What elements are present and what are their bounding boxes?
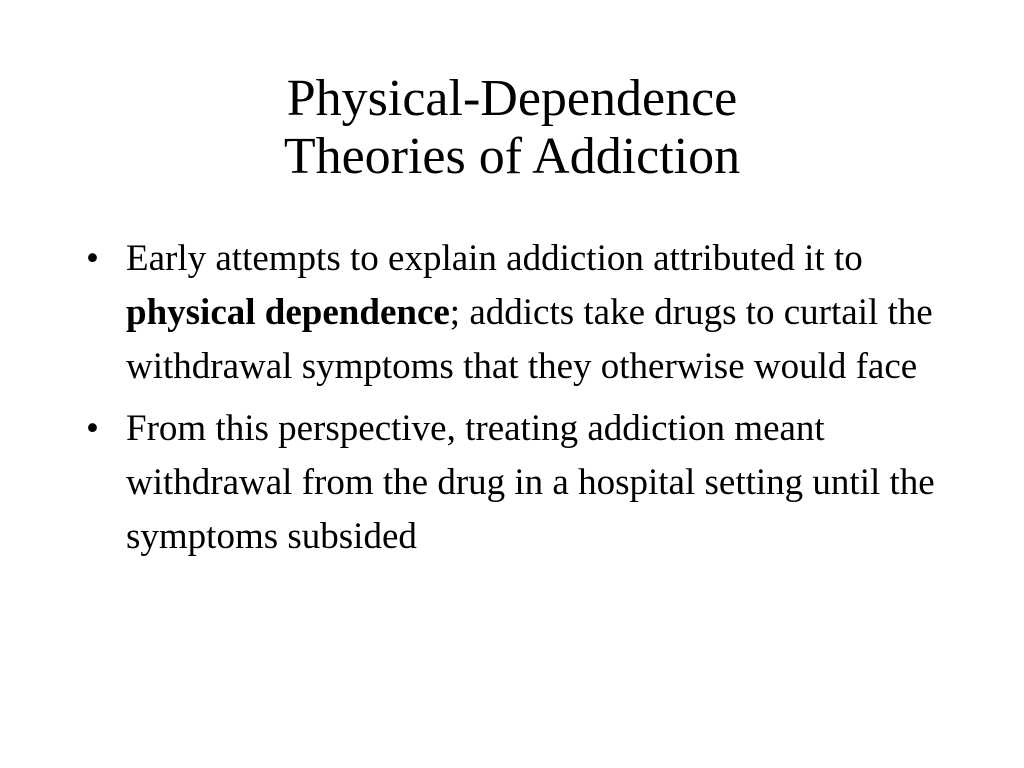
bullet-dot-icon: • <box>86 238 99 279</box>
bullet-1-bold-term: physical dependence <box>126 292 450 333</box>
bullet-dot-icon: • <box>86 408 99 449</box>
bullet-2-text: From this perspective, treating addiction meant withdrawal from the drug in a hospital setting until the symptoms subsided <box>126 408 935 557</box>
bullet-1-text-end: ; addicts take drugs to curtail the withdrawal symptoms that they otherwise would face <box>126 292 933 387</box>
slide-title-line-2: Theories of Addiction <box>283 128 741 185</box>
slide-title <box>0 70 1024 186</box>
bullet-list <box>82 232 962 572</box>
bullet-1-text-start: Early attempts to explain addiction attributed it to <box>126 238 863 279</box>
bullet-item-1 <box>82 232 962 394</box>
bullet-item-2 <box>82 402 962 564</box>
slide-title-line-1: Physical-Dependence <box>286 70 738 127</box>
